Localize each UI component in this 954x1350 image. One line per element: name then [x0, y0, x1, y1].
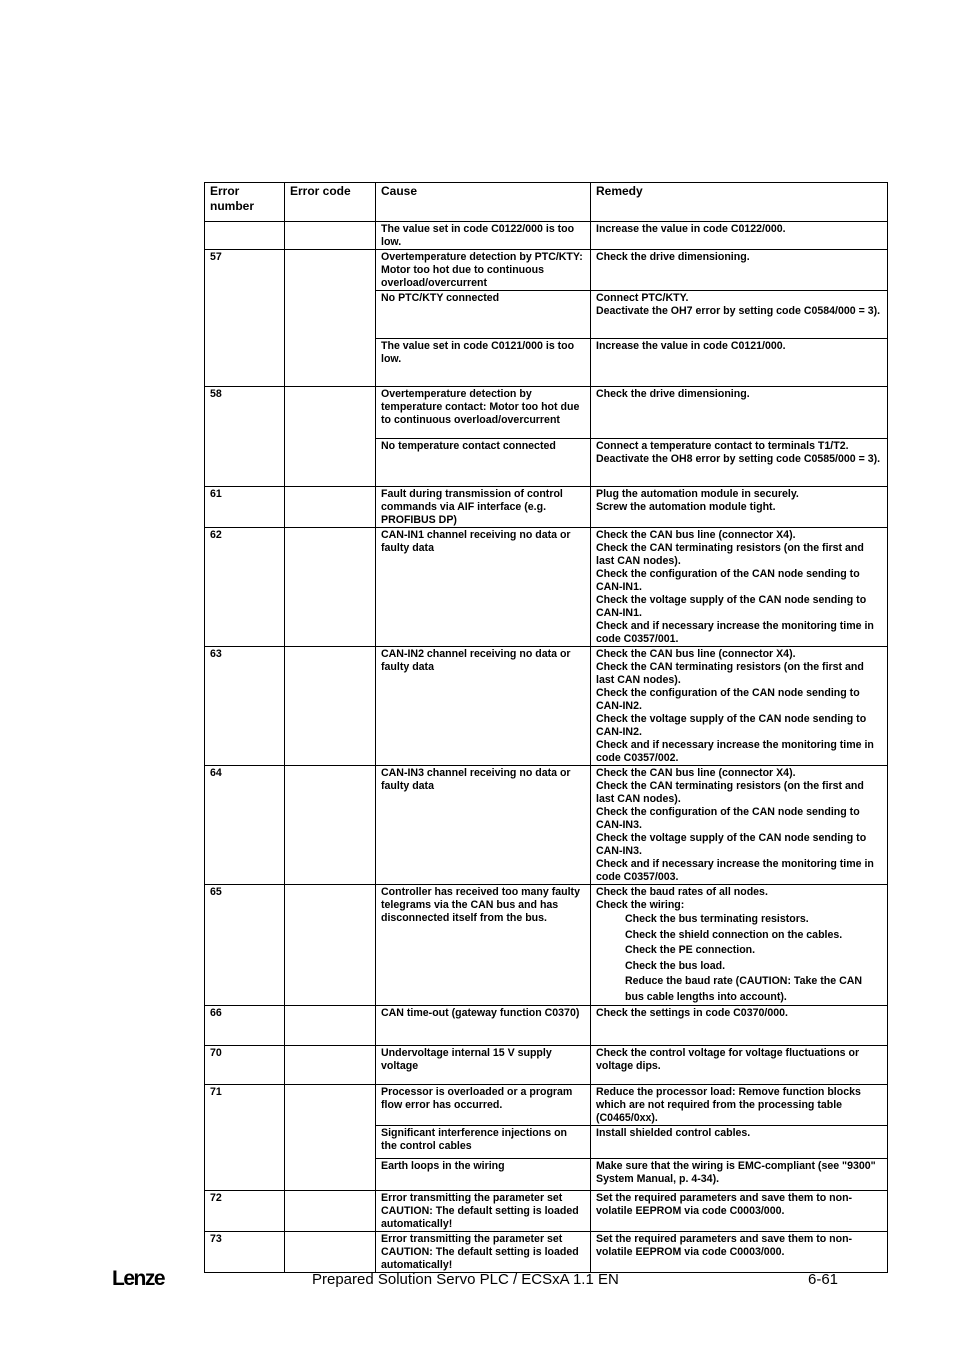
remedy-line: Check the wiring: — [596, 899, 685, 911]
remedy-subitem: Check the shield connection on the cables. — [625, 928, 843, 941]
remedy-cell — [591, 1046, 888, 1085]
error-number-cell: 70 — [205, 1046, 285, 1085]
table-row — [205, 1085, 888, 1126]
remedy-cell — [591, 339, 888, 387]
remedy-subitem: Reduce the baud rate (CAUTION: Take the CAN bus cable lengths into account). — [625, 975, 863, 1003]
error-code-cell — [285, 387, 376, 487]
remedy-line: Screw the automation module tight. — [596, 501, 776, 513]
error-code-cell — [285, 528, 376, 647]
page-number: 6-61 — [808, 1271, 839, 1288]
header-error-number: Error number — [205, 183, 285, 222]
table-row — [205, 1191, 888, 1232]
remedy-line: Plug the automation module in securely. — [596, 488, 799, 500]
remedy-cell — [591, 528, 888, 647]
remedy-cell — [591, 1191, 888, 1232]
remedy-cell — [591, 1085, 888, 1126]
cause-cell: Significant interference injections on the control cables — [376, 1126, 591, 1159]
error-table — [204, 182, 888, 1273]
cause-cell: No temperature contact connected — [376, 439, 591, 487]
table-header-row — [205, 183, 888, 222]
remedy-line: Check the configuration of the CAN node sending to CAN-IN1. — [596, 568, 860, 593]
remedy-line: Make sure that the wiring is EMC-compliant (see "9300" System Manual, p. 4-34). — [596, 1160, 876, 1185]
remedy-line: Check the CAN terminating resistors (on the first and last CAN nodes). — [596, 661, 864, 686]
remedy-line: Connect a temperature contact to terminals T1/T2. — [596, 440, 849, 452]
remedy-cell — [591, 250, 888, 291]
header-error-code: Error code — [285, 183, 376, 222]
remedy-line: Check and if necessary increase the monitoring time in code C0357/001. — [596, 620, 874, 645]
error-number-cell: 71 — [205, 1085, 285, 1191]
table-row — [205, 1006, 888, 1046]
remedy-line: Check the baud rates of all nodes. — [596, 886, 768, 898]
cause-cell: CAN-IN2 channel receiving no data or faulty data — [376, 647, 591, 766]
error-number-cell: 73 — [205, 1232, 285, 1273]
remedy-line: Check the configuration of the CAN node sending to CAN-IN2. — [596, 687, 860, 712]
cause-cell: The value set in code C0122/000 is too low. — [376, 222, 591, 250]
remedy-line: Check the drive dimensioning. — [596, 251, 750, 263]
cause-cell: Controller has received too many faulty telegrams via the CAN bus and has disconnected itself from the bus. — [376, 885, 591, 1006]
remedy-line: Check the voltage supply of the CAN node sending to CAN-IN2. — [596, 713, 867, 738]
error-code-cell — [285, 1006, 376, 1046]
remedy-line: Check the settings in code C0370/000. — [596, 1007, 788, 1019]
table-row — [205, 528, 888, 647]
cause-cell: CAN-IN1 channel receiving no data or faulty data — [376, 528, 591, 647]
remedy-line: Install shielded control cables. — [596, 1127, 751, 1139]
error-number-cell: 62 — [205, 528, 285, 647]
lenze-logo: Lenze — [112, 1267, 165, 1290]
remedy-cell — [591, 766, 888, 885]
cause-cell: Overtemperature detection by PTC/KTY: Motor too hot due to continuous overload/overcurrent — [376, 250, 591, 291]
cause-cell: Fault during transmission of control commands via AIF interface (e.g. PROFIBUS DP) — [376, 487, 591, 528]
remedy-cell — [591, 222, 888, 250]
error-number-cell: 64 — [205, 766, 285, 885]
error-number-cell: 72 — [205, 1191, 285, 1232]
cause-cell: Earth loops in the wiring — [376, 1159, 591, 1191]
header-remedy: Remedy — [591, 183, 888, 222]
remedy-line: Check the configuration of the CAN node sending to CAN-IN3. — [596, 806, 860, 831]
remedy-cell — [591, 1232, 888, 1273]
remedy-cell — [591, 1159, 888, 1191]
cause-cell: CAN-IN3 channel receiving no data or faulty data — [376, 766, 591, 885]
remedy-cell — [591, 647, 888, 766]
error-code-cell — [285, 885, 376, 1006]
error-number-cell — [205, 222, 285, 250]
remedy-subitem: Check the bus load. — [625, 959, 726, 972]
error-code-cell — [285, 222, 376, 250]
remedy-cell — [591, 387, 888, 439]
error-code-cell — [285, 1085, 376, 1191]
error-number-cell: 66 — [205, 1006, 285, 1046]
remedy-cell — [591, 487, 888, 528]
remedy-cell — [591, 439, 888, 487]
remedy-line: Check the CAN bus line (connector X4). — [596, 648, 796, 660]
error-number-cell: 61 — [205, 487, 285, 528]
remedy-line: Increase the value in code C0121/000. — [596, 340, 786, 352]
remedy-line: Check the drive dimensioning. — [596, 388, 750, 400]
error-code-cell — [285, 1191, 376, 1232]
remedy-cell — [591, 885, 888, 1006]
remedy-line: Reduce the processor load: Remove function blocks which are not required from the processing table (C0465/0xx). — [596, 1086, 861, 1124]
table-row — [205, 885, 888, 1006]
remedy-subitem: Check the PE connection. — [625, 944, 756, 956]
remedy-line: Check the CAN terminating resistors (on the first and last CAN nodes). — [596, 542, 864, 567]
error-code-cell — [285, 766, 376, 885]
table-row — [205, 647, 888, 766]
remedy-line: Check the CAN bus line (connector X4). — [596, 529, 796, 541]
table-row — [205, 487, 888, 528]
table-row — [205, 1046, 888, 1085]
remedy-line: Check the CAN terminating resistors (on the first and last CAN nodes). — [596, 780, 864, 805]
footer-title: Prepared Solution Servo PLC / ECSxA 1.1 EN — [312, 1271, 619, 1288]
header-cause: Cause — [376, 183, 591, 222]
error-number-cell: 58 — [205, 387, 285, 487]
remedy-line: Check the control voltage for voltage fluctuations or voltage dips. — [596, 1047, 860, 1072]
remedy-cell — [591, 291, 888, 339]
remedy-line: Check the CAN bus line (connector X4). — [596, 767, 796, 779]
error-code-cell — [285, 250, 376, 387]
table-row — [205, 387, 888, 439]
cause-cell: Error transmitting the parameter set CAUTION: The default setting is loaded automatically! — [376, 1232, 591, 1273]
remedy-line: Deactivate the OH7 error by setting code C0584/000 = 3). — [596, 305, 881, 317]
table-row — [205, 250, 888, 291]
cause-cell: No PTC/KTY connected — [376, 291, 591, 339]
remedy-line: Check and if necessary increase the monitoring time in code C0357/003. — [596, 858, 874, 883]
cause-cell: Error transmitting the parameter set CAUTION: The default setting is loaded automatically! — [376, 1191, 591, 1232]
remedy-line: Connect PTC/KTY. — [596, 292, 689, 304]
remedy-cell — [591, 1006, 888, 1046]
error-code-cell — [285, 647, 376, 766]
error-number-cell: 63 — [205, 647, 285, 766]
error-number-cell: 65 — [205, 885, 285, 1006]
cause-cell: Undervoltage internal 15 V supply voltage — [376, 1046, 591, 1085]
cause-cell: Processor is overloaded or a program flow error has occurred. — [376, 1085, 591, 1126]
remedy-line: Increase the value in code C0122/000. — [596, 223, 786, 235]
remedy-cell — [591, 1126, 888, 1159]
remedy-line: Set the required parameters and save them to non-volatile EEPROM via code C0003/000. — [596, 1233, 853, 1258]
cause-cell: Overtemperature detection by temperature contact: Motor too hot due to continuous overload/overcurrent — [376, 387, 591, 439]
cause-cell: The value set in code C0121/000 is too low. — [376, 339, 591, 387]
error-code-cell — [285, 1046, 376, 1085]
remedy-line: Deactivate the OH8 error by setting code C0585/000 = 3). — [596, 453, 881, 465]
remedy-subitem: Check the bus terminating resistors. — [625, 913, 809, 925]
table-row — [205, 1232, 888, 1273]
error-code-cell — [285, 1232, 376, 1273]
remedy-line: Check the voltage supply of the CAN node sending to CAN-IN1. — [596, 594, 867, 619]
remedy-line: Set the required parameters and save them to non-volatile EEPROM via code C0003/000. — [596, 1192, 853, 1217]
remedy-line: Check the voltage supply of the CAN node sending to CAN-IN3. — [596, 832, 867, 857]
error-number-cell: 57 — [205, 250, 285, 387]
table-row — [205, 222, 888, 250]
table-row — [205, 766, 888, 885]
remedy-line: Check and if necessary increase the monitoring time in code C0357/002. — [596, 739, 874, 764]
cause-cell: CAN time-out (gateway function C0370) — [376, 1006, 591, 1046]
error-code-cell — [285, 487, 376, 528]
